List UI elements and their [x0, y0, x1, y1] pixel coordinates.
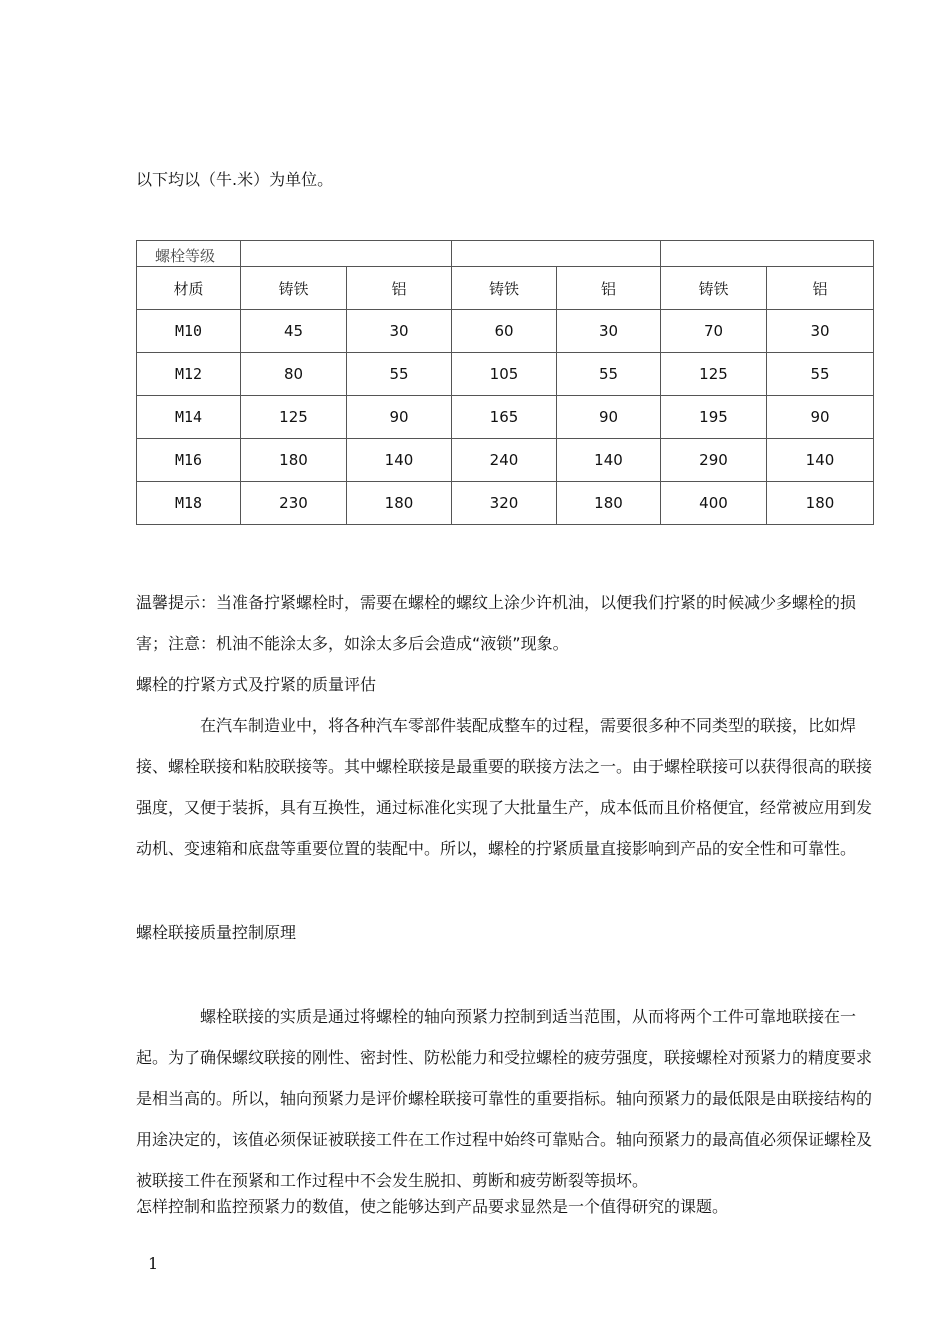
table-cell: 55: [557, 353, 661, 396]
body-paragraph: 螺栓联接的实质是通过将螺栓的轴向预紧力控制到适当范围，从而将两个工件可靠地联接在一起。为了确保螺纹联接的刚性、密封性、防松能力和受拉螺栓的疲劳强度，联接螺栓对预紧力的精度要求是相当高的。所以，轴向预紧力是评价螺栓联接可靠性的重要指标。轴向预紧力的最低限是由联接结构的用途决定的，该值必须保证被联接工件在工作过程中始终可靠贴合。轴向预紧力的最高值必须保证螺栓及被联接工件在预紧和工作过程中不会发生脱扣、剪断和疲劳断裂等损坏。: [136, 1007, 873, 1190]
table-cell: 195: [661, 396, 767, 439]
table-cell: 30: [557, 310, 661, 353]
table-row: [137, 396, 874, 439]
tip-paragraph: 温馨提示：当准备拧紧螺栓时，需要在螺栓的螺纹上涂少许机油，以便我们拧紧的时候减少多螺栓的损害；注意：机油不能涂太多，如涂太多后会造成“液锁”现象。: [136, 593, 857, 653]
table-cell: 70: [661, 310, 767, 353]
header-cell: 铸铁: [661, 267, 767, 310]
grade-cell: [661, 241, 874, 267]
grade-label: 螺栓等级: [137, 241, 241, 267]
table-cell: 55: [347, 353, 452, 396]
header-cell: 铝: [347, 267, 452, 310]
bolt-size-cell: M12: [137, 353, 241, 396]
table-cell: 180: [557, 482, 661, 525]
table-cell: 400: [661, 482, 767, 525]
body-paragraph: 怎样控制和监控预紧力的数值，使之能够达到产品要求显然是一个值得研究的课题。: [136, 1197, 729, 1216]
table-row: [137, 310, 874, 353]
table-cell: 45: [241, 310, 347, 353]
table-cell: 180: [241, 439, 347, 482]
table-cell: 80: [241, 353, 347, 396]
table-cell: 30: [767, 310, 874, 353]
table-cell: 240: [452, 439, 557, 482]
table-cell: 90: [557, 396, 661, 439]
bolt-size-cell: M10: [137, 310, 241, 353]
grade-cell: [241, 241, 452, 267]
header-cell: 铸铁: [452, 267, 557, 310]
header-cell: 铸铁: [241, 267, 347, 310]
bolt-size-cell: M16: [137, 439, 241, 482]
table-cell: 125: [241, 396, 347, 439]
bolt-size-cell: M14: [137, 396, 241, 439]
header-cell: 铝: [767, 267, 874, 310]
header-cell: 材质: [137, 267, 241, 310]
bolt-size-cell: M18: [137, 482, 241, 525]
unit-note: 以下均以（牛.米）为单位。: [136, 170, 334, 189]
table-cell: 90: [347, 396, 452, 439]
table-cell: 55: [767, 353, 874, 396]
table-cell: 140: [347, 439, 452, 482]
table-cell: 90: [767, 396, 874, 439]
torque-table: [136, 240, 874, 525]
table-cell: 125: [661, 353, 767, 396]
table-cell: 105: [452, 353, 557, 396]
grade-row: [137, 241, 874, 267]
grade-cell: [452, 241, 661, 267]
table-cell: 60: [452, 310, 557, 353]
table-cell: 180: [347, 482, 452, 525]
page-number: 1: [148, 1254, 159, 1273]
header-row: [137, 267, 874, 310]
section-heading: 螺栓联接质量控制原理: [136, 923, 297, 942]
section-heading: 螺栓的拧紧方式及拧紧的质量评估: [136, 675, 377, 694]
table-cell: 180: [767, 482, 874, 525]
table-cell: 30: [347, 310, 452, 353]
table-cell: 230: [241, 482, 347, 525]
table-row: [137, 353, 874, 396]
table-cell: 320: [452, 482, 557, 525]
table-row: [137, 439, 874, 482]
table-cell: 290: [661, 439, 767, 482]
body-paragraph: 在汽车制造业中，将各种汽车零部件装配成整车的过程，需要很多种不同类型的联接，比如焊接、螺栓联接和粘胶联接等。其中螺栓联接是最重要的联接方法之一。由于螺栓联接可以获得很高的联接强度，又便于装拆，具有互换性，通过标准化实现了大批量生产，成本低而且价格便宜，经常被应用到发动机、变速箱和底盘等重要位置的装配中。所以，螺栓的拧紧质量直接影响到产品的安全性和可靠性。: [136, 716, 873, 858]
table-cell: 165: [452, 396, 557, 439]
header-cell: 铝: [557, 267, 661, 310]
table-cell: 140: [557, 439, 661, 482]
table-cell: 140: [767, 439, 874, 482]
table-row: [137, 482, 874, 525]
